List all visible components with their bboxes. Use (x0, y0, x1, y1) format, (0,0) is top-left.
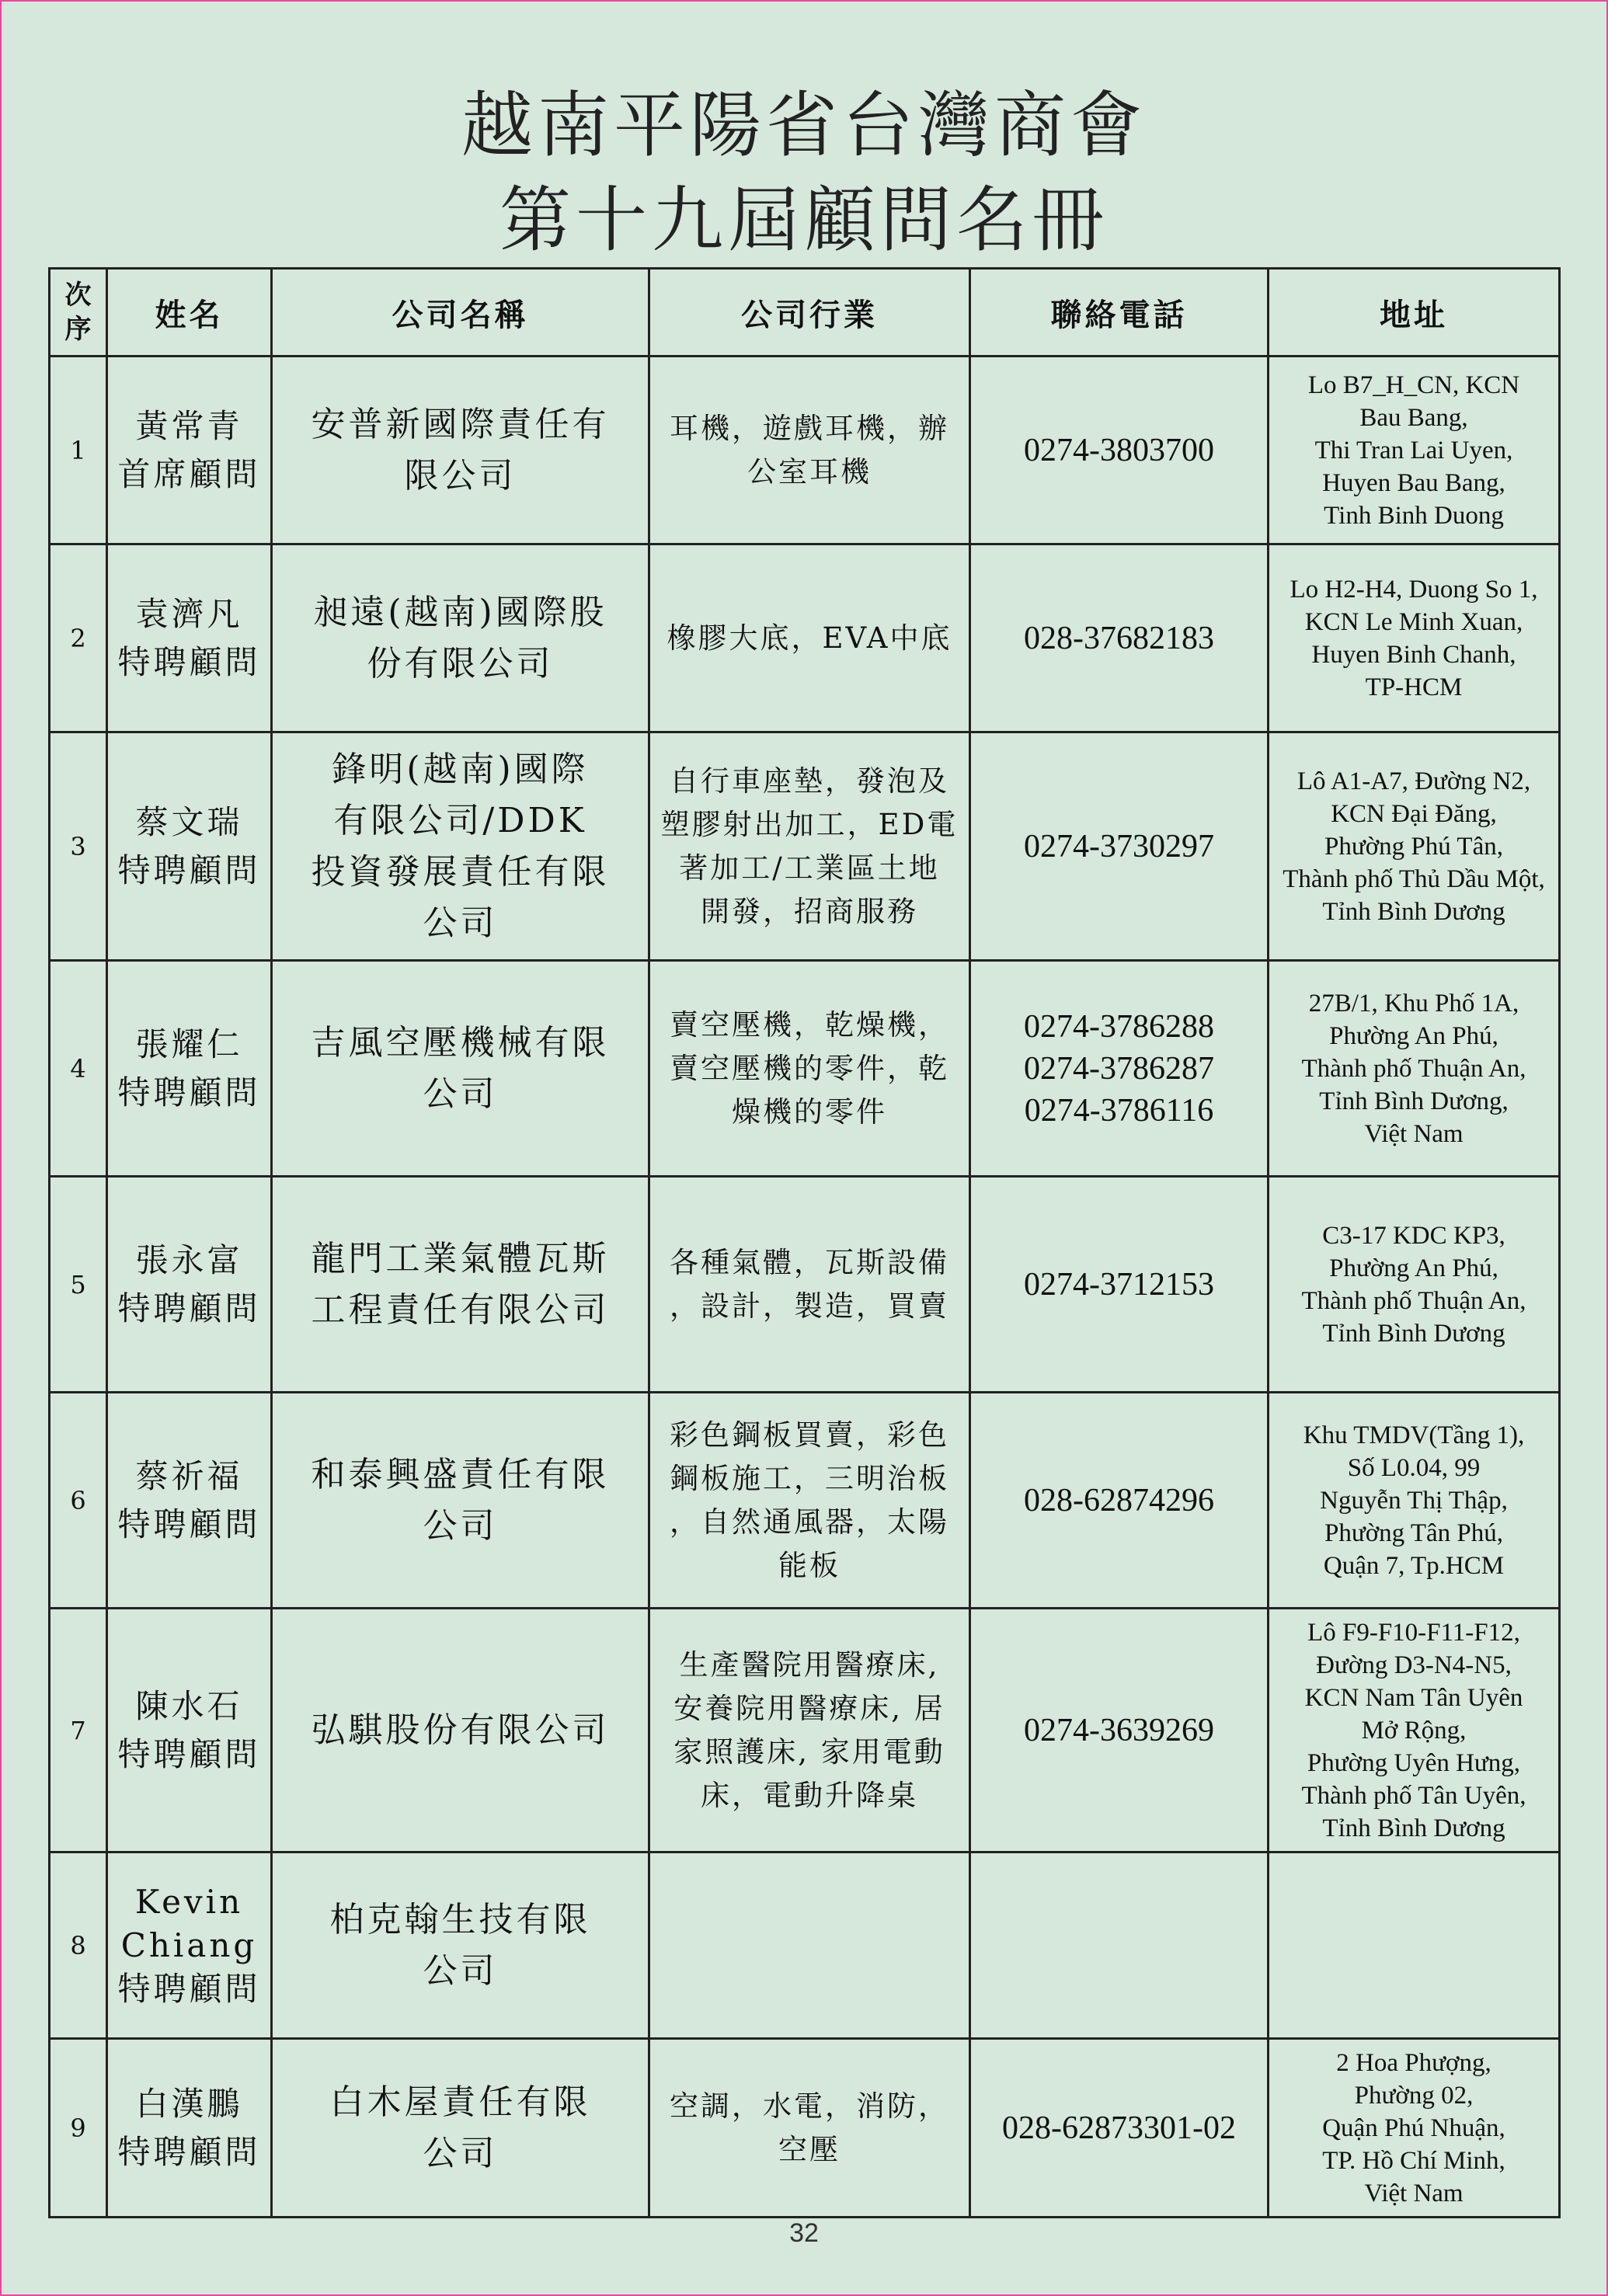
page-subtitle: 第十九屆顧問名冊 (499, 179, 1109, 262)
table-row (50, 1852, 1560, 2039)
row-index: 6 (50, 1393, 107, 1609)
company-name: 龍門工業氣體瓦斯 工程責任有限公司 (272, 1177, 649, 1393)
row-index: 5 (50, 1177, 107, 1393)
advisor-name: 蔡文瑞 特聘顧問 (107, 732, 272, 961)
row-index: 7 (50, 1609, 107, 1852)
table-row (50, 961, 1560, 1177)
advisor-roster-table (48, 267, 1561, 2218)
company-name: 柏克翰生技有限 公司 (272, 1852, 649, 2039)
company-industry: 耳機，遊戲耳機，辦 公室耳機 (649, 357, 970, 544)
table-row (50, 2039, 1560, 2218)
table-header-row (50, 269, 1560, 357)
company-address: Lô F9-F10-F11-F12, Đường D3-N4-N5, KCN Nam Tân Uyên Mở Rộng, Phường Uyên Hưng, Thành phố Tân Uyên, Tỉnh Bình Dương (1269, 1609, 1560, 1852)
company-industry: 橡膠大底，EVA中底 (649, 544, 970, 732)
company-name: 白木屋責任有限 公司 (272, 2039, 649, 2218)
company-name: 昶遠(越南)國際股 份有限公司 (272, 544, 649, 732)
advisor-name: Kevin Chiang 特聘顧問 (107, 1852, 272, 2039)
column-header-company: 公司名稱 (272, 269, 649, 357)
contact-phone: 028-37682183 (970, 544, 1269, 732)
company-name: 安普新國際責任有 限公司 (272, 357, 649, 544)
company-address: Lô A1-A7, Đường N2, KCN Đại Đăng, Phường Phú Tân, Thành phố Thủ Dầu Một, Tỉnh Bình Dương (1269, 732, 1560, 961)
advisor-name: 張永富 特聘顧問 (107, 1177, 272, 1393)
advisor-name: 袁濟凡 特聘顧問 (107, 544, 272, 732)
company-address: 27B/1, Khu Phố 1A, Phường An Phú, Thành phố Thuận An, Tỉnh Bình Dương, Việt Nam (1269, 961, 1560, 1177)
column-header-name: 姓名 (107, 269, 272, 357)
contact-phone: 0274-3803700 (970, 357, 1269, 544)
company-industry: 賣空壓機，乾燥機， 賣空壓機的零件，乾 燥機的零件 (649, 961, 970, 1177)
table-row (50, 732, 1560, 961)
company-address: Khu TMDV(Tầng 1), Số L0.04, 99 Nguyễn Thị Thập, Phường Tân Phú, Quận 7, Tp.HCM (1269, 1393, 1560, 1609)
table-row (50, 1177, 1560, 1393)
table-row (50, 1393, 1560, 1609)
row-index: 8 (50, 1852, 107, 2039)
contact-phone: 028-62873301-02 (970, 2039, 1269, 2218)
company-name: 弘騏股份有限公司 (272, 1609, 649, 1852)
contact-phone: 0274-3712153 (970, 1177, 1269, 1393)
company-industry: 空調，水電，消防， 空壓 (649, 2039, 970, 2218)
contact-phone: 0274-3639269 (970, 1609, 1269, 1852)
company-industry: 各種氣體，瓦斯設備 ，設計，製造，買賣 (649, 1177, 970, 1393)
contact-phone: 028-62874296 (970, 1393, 1269, 1609)
contact-phone: 0274-3730297 (970, 732, 1269, 961)
advisor-name: 陳水石 特聘顧問 (107, 1609, 272, 1852)
advisor-name: 白漢鵬 特聘顧問 (107, 2039, 272, 2218)
column-header-industry: 公司行業 (649, 269, 970, 357)
advisor-name: 黃常青 首席顧問 (107, 357, 272, 544)
column-header-index: 次 序 (50, 269, 107, 357)
company-industry (649, 1852, 970, 2039)
contact-phone (970, 1852, 1269, 2039)
table-row (50, 1609, 1560, 1852)
advisor-name: 蔡祈福 特聘顧問 (107, 1393, 272, 1609)
row-index: 9 (50, 2039, 107, 2218)
row-index: 3 (50, 732, 107, 961)
column-header-phone: 聯絡電話 (970, 269, 1269, 357)
company-address: Lo B7_H_CN, KCN Bau Bang, Thi Tran Lai Uyen, Huyen Bau Bang, Tinh Binh Duong (1269, 357, 1560, 544)
table-row (50, 357, 1560, 544)
company-address: Lo H2-H4, Duong So 1, KCN Le Minh Xuan, Huyen Binh Chanh, TP-HCM (1269, 544, 1560, 732)
column-header-address: 地址 (1269, 269, 1560, 357)
advisor-name: 張耀仁 特聘顧問 (107, 961, 272, 1177)
row-index: 2 (50, 544, 107, 732)
company-industry: 自行車座墊，發泡及 塑膠射出加工，ED電 著加工/工業區土地 開發，招商服務 (649, 732, 970, 961)
contact-phone: 0274-3786288 0274-3786287 0274-3786116 (970, 961, 1269, 1177)
company-industry: 生產醫院用醫療床, 安養院用醫療床, 居 家照護床, 家用電動 床，電動升降桌 (649, 1609, 970, 1852)
table-row (50, 544, 1560, 732)
company-name: 吉風空壓機械有限 公司 (272, 961, 649, 1177)
page-number: 32 (789, 2218, 819, 2248)
company-name: 鋒明(越南)國際 有限公司/DDK 投資發展責任有限 公司 (272, 732, 649, 961)
company-address (1269, 1852, 1560, 2039)
row-index: 1 (50, 357, 107, 544)
company-address: 2 Hoa Phượng, Phường 02, Quận Phú Nhuận, TP. Hồ Chí Minh, Việt Nam (1269, 2039, 1560, 2218)
company-name: 和泰興盛責任有限 公司 (272, 1393, 649, 1609)
company-industry: 彩色鋼板買賣，彩色 鋼板施工，三明治板 ，自然通風器，太陽 能板 (649, 1393, 970, 1609)
page-title: 越南平陽省台灣商會 (461, 84, 1147, 167)
company-address: C3-17 KDC KP3, Phường An Phú, Thành phố Thuận An, Tỉnh Bình Dương (1269, 1177, 1560, 1393)
row-index: 4 (50, 961, 107, 1177)
